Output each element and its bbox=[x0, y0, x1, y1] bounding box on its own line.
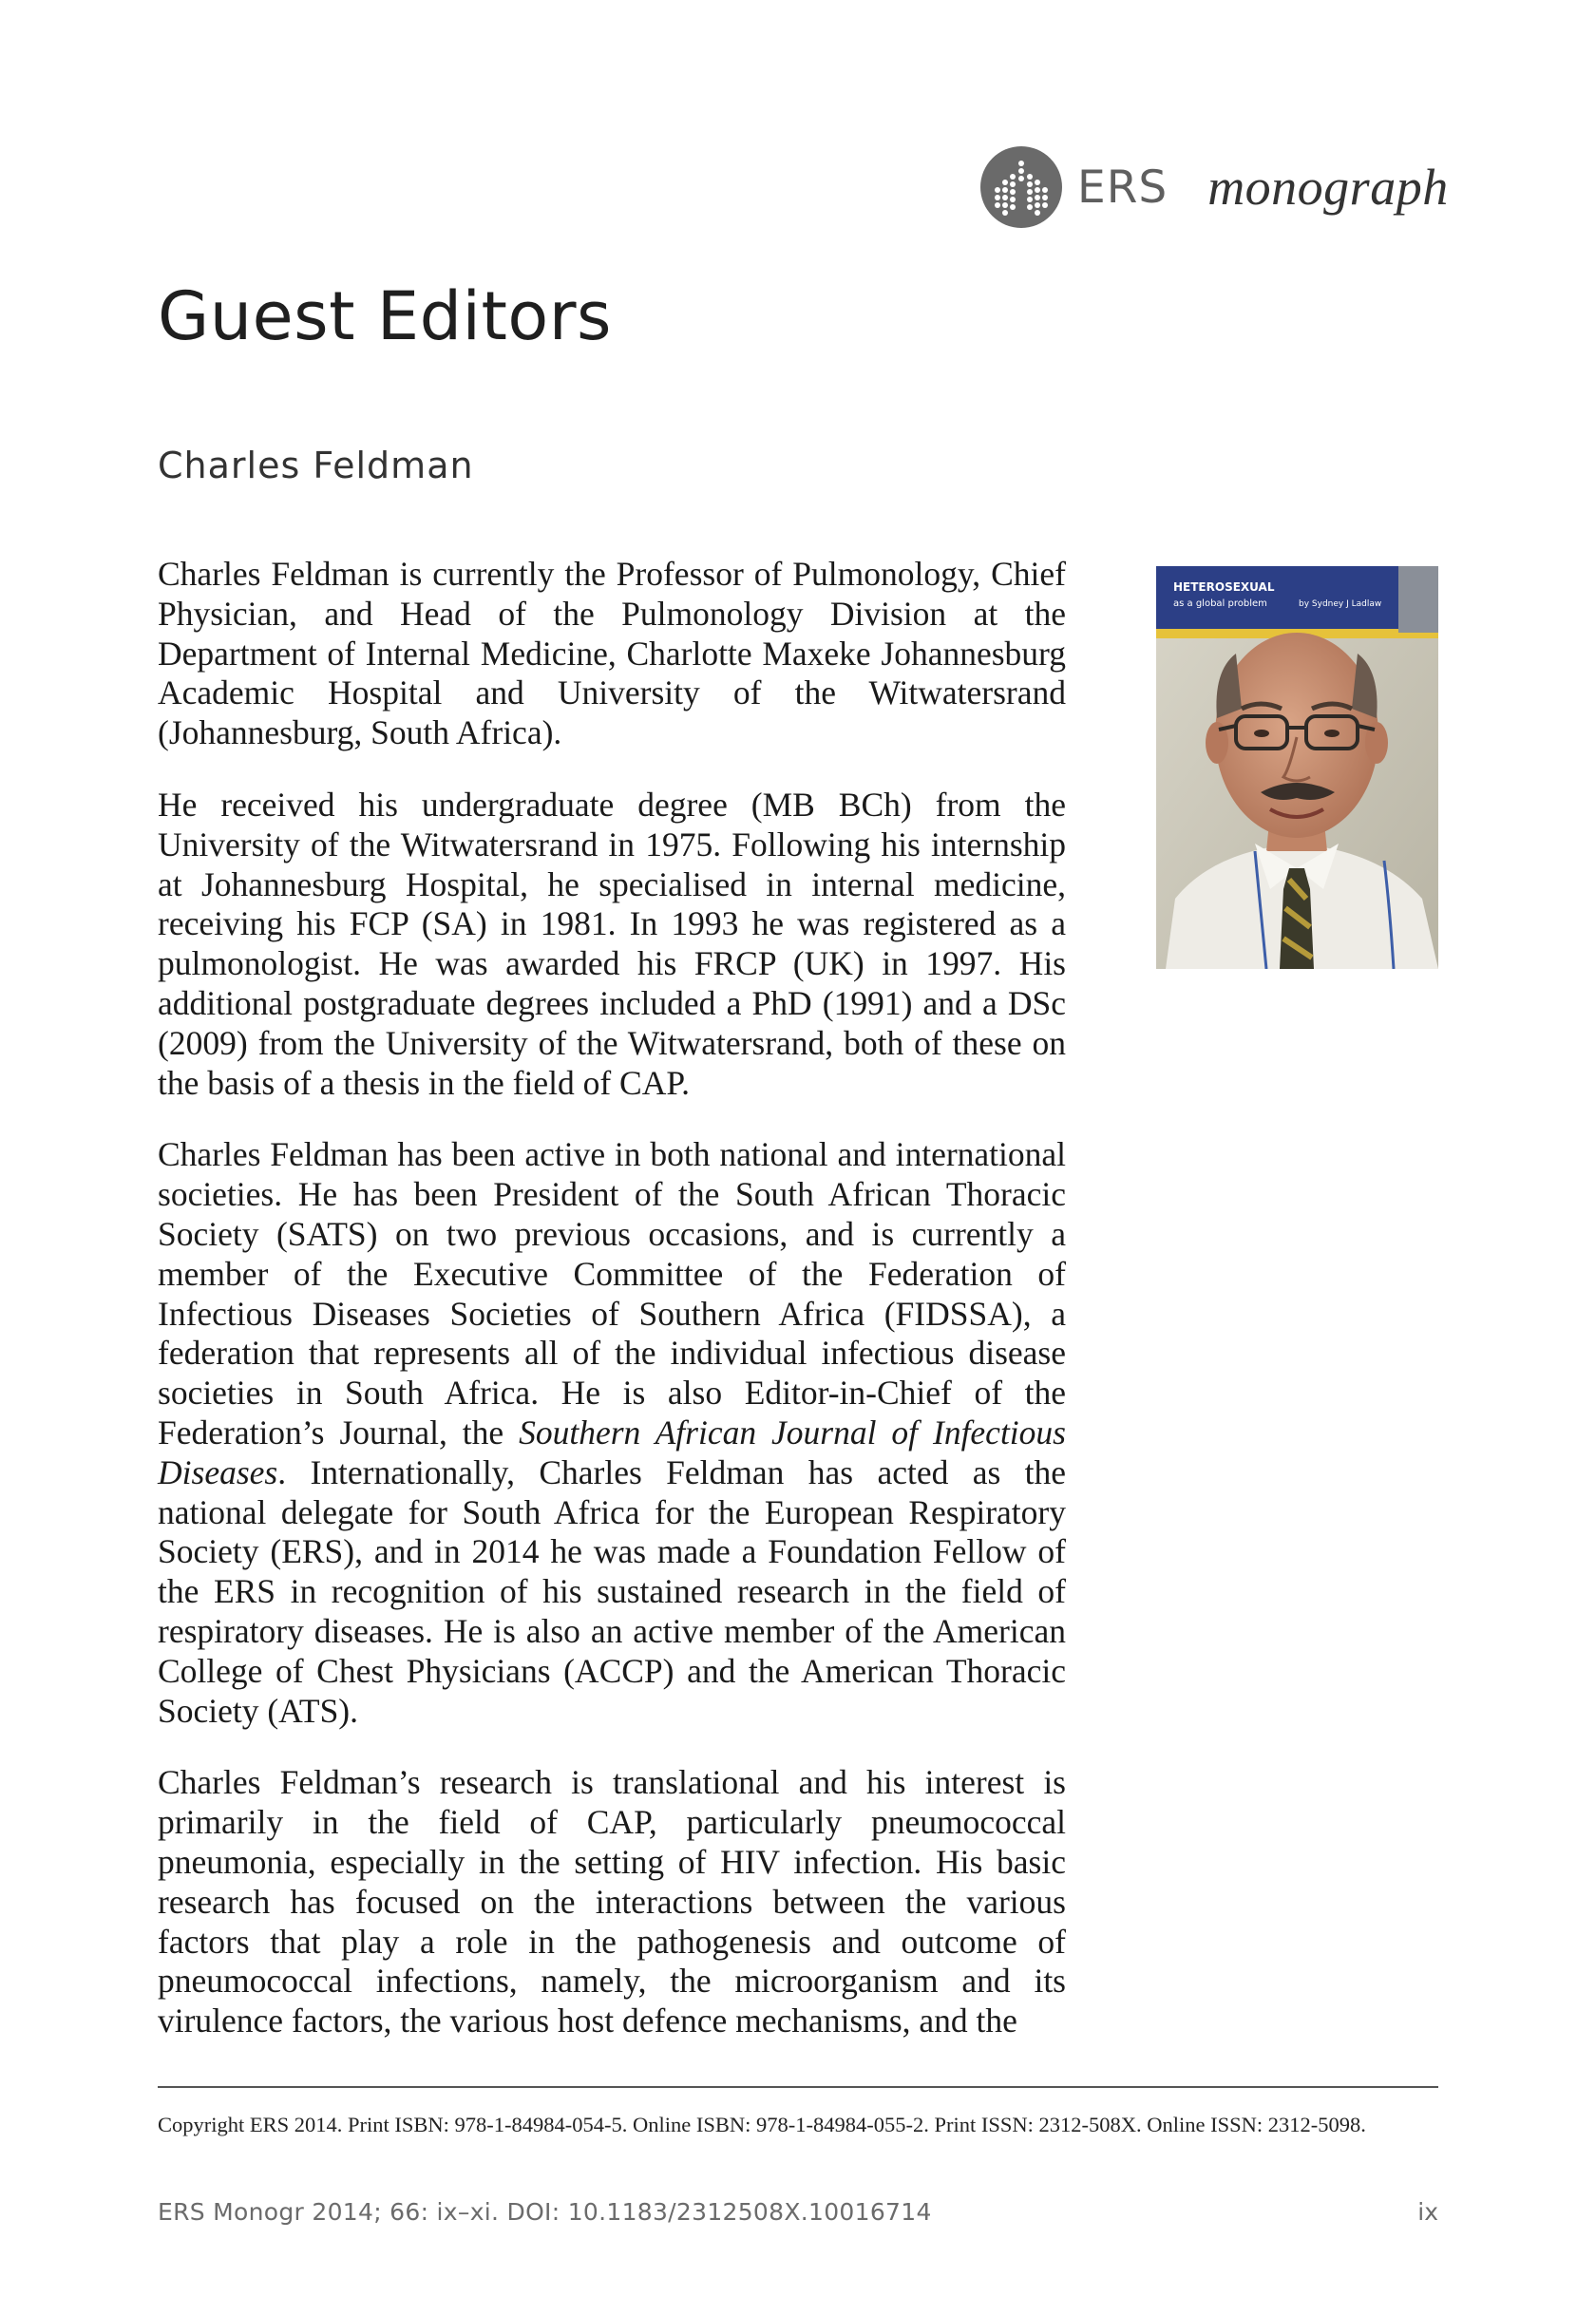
citation-doi: ERS Monogr 2014; 66: ix–xi. DOI: 10.1183/2312508X.10016714 bbox=[158, 2198, 932, 2226]
logo-monograph-text: monograph bbox=[1207, 159, 1449, 216]
bio-paragraph-1: Charles Feldman is currently the Professor of Pulmonology, Chief Physician, and Head of the Pulmonology Division at the Department of Internal Medicine, Charlotte Maxeke Johannesburg Academic Hospital and University of the Witwatersrand (Johannesburg, South Africa). bbox=[158, 555, 1066, 752]
copyright-notice: Copyright ERS 2014. Print ISBN: 978-1-84984-054-5. Online ISBN: 978-1-84984-055-2. Print ISSN: 2312-508X. Online ISSN: 2312-5098. bbox=[158, 2113, 1366, 2136]
page-title: Guest Editors bbox=[158, 277, 612, 355]
bio-paragraph-3-text-a: Charles Feldman has been active in both national and international societies. He has been President of the South African Thoracic Society (SATS) on two previous occasions, and is currently a member of the Executive Committee of the Federation of Infectious Diseases Societies of Southern Africa (FIDSSA), a federation that represents all of the individual infectious disease societies in South Africa. He is also Editor-in-Chief of the Federation’s Journal, the bbox=[158, 1135, 1066, 1452]
page-number: ix bbox=[1417, 2198, 1438, 2226]
bio-paragraph-4: Charles Feldman’s research is translational and his interest is primarily in the field of CAP, particularly pneumococcal pneumonia, especially in the setting of HIV infection. His basic research has focused on the interactions between the various factors that play a role in the pathogenesis and outcome of pneumococcal infections, namely, the microorganism and its virulence factors, the various host defence mechanisms, and the bbox=[158, 1763, 1066, 2040]
editor-biography bbox=[158, 555, 1066, 2074]
bio-paragraph-2: He received his undergraduate degree (MB BCh) from the University of the Witwatersrand in 1975. Following his internship at Johannesburg Hospital, he specialised in internal medicine, receiving his FCP (SA) in 1981. In 1993 he was registered as a pulmonologist. He was awarded his FRCP (UK) in 1997. His additional postgraduate degrees included a PhD (1991) and a DSc (2009) from the University of the Witwatersrand, both of these on the basis of a thesis in the field of CAP. bbox=[158, 785, 1066, 1102]
ers-monograph-logo bbox=[980, 144, 1449, 230]
footer-divider bbox=[158, 2086, 1438, 2088]
bio-paragraph-3-text-b: . Internationally, Charles Feldman has acted as the national delegate for South Africa for the European Respiratory Society (ERS), and in 2014 he was made a Foundation Fellow of the ERS in recognition of his sustained research in the field of respiratory diseases. He is also an active member of the American College of Chest Physicians (ACCP) and the American Thoracic Society (ATS). bbox=[158, 1452, 1066, 1730]
poster-author: by Sydney J Ladlaw bbox=[1299, 599, 1382, 609]
editor-portrait-photo bbox=[1156, 566, 1438, 969]
editor-name-heading: Charles Feldman bbox=[158, 445, 474, 486]
poster-title: HETEROSEXUAL bbox=[1173, 580, 1275, 594]
portrait-illustration bbox=[1156, 566, 1438, 969]
logo-ers-text: ERS bbox=[1077, 161, 1168, 214]
journal-title: Southern African Journal of Infectious Diseases bbox=[158, 1413, 1066, 1491]
bio-paragraph-3 bbox=[158, 1135, 1066, 1731]
ers-lungs-logo-icon bbox=[980, 146, 1062, 228]
poster-subtitle: as a global problem bbox=[1173, 598, 1267, 609]
